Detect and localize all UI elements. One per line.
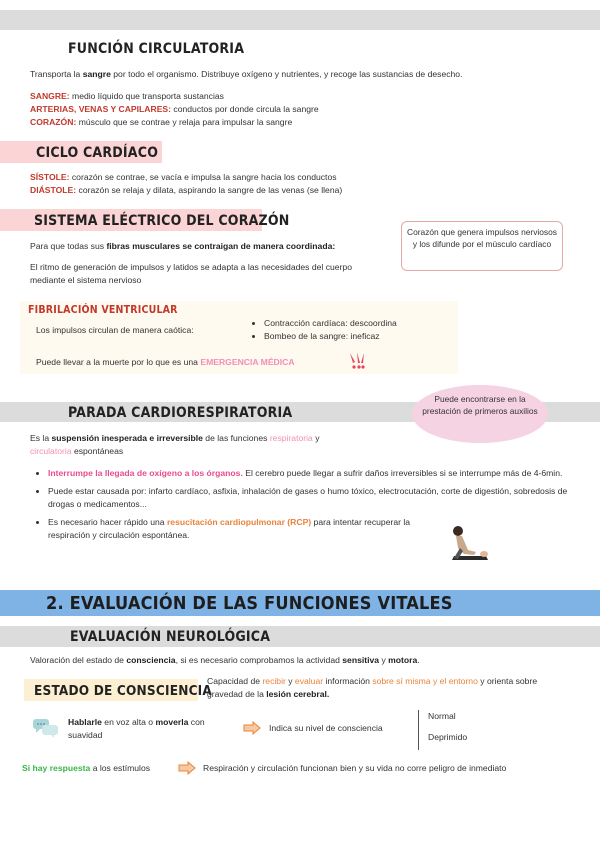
bullet-bombeo: • Bombeo de la sangre: ineficaz [264,330,452,343]
alert-icon [347,351,369,371]
sistema-side-note: Corazón que genera impulsos nerviosos y los difunde por el músculo cardíaco [401,221,563,271]
cpr-illustration-icon [446,524,492,564]
neuro-line: Valoración del estado de consciencia, si es necesario comprobamos la actividad sensitiva y motora. [30,655,420,665]
def-corazon: CORAZÓN: músculo que se contrae y relaja para impulsar la sangre [30,117,293,127]
section2-title: 2. EVALUACIÓN DE LAS FUNCIONES VITALES [46,593,453,614]
def-diastole: DIÁSTOLE: corazón se relaja y dilata, aspirando la sangre de las venas (se llena) [30,185,343,195]
respuesta-text: Si hay respuesta a los estímulos [22,763,151,773]
sistema-line: Para que todas sus fibras musculares se contraigan de manera coordinada: [30,241,336,251]
estado-desc: Capacidad de recibir y evaluar información sobre sí misma y el entorno y orienta sobre gravedad de la lesión cerebral. [207,676,538,699]
def-sistole: SÍSTOLE: corazón se contrae, se vacía e impulsa la sangre hacia los conductos [30,172,337,182]
funcion-title: FUNCIÓN CIRCULATORIA [68,41,245,57]
def-arterias: ARTERIAS, VENAS Y CAPILARES: conductos por donde circula la sangre [30,104,319,114]
bullet-interrumpe: • Interrumpe la llegada de oxígeno a los órganos. El cerebro puede llegar a sufrir daños irreversibles si se interrumpe más de 4-6min. [48,467,576,480]
option-normal: Normal [428,711,456,721]
ciclo-title: CICLO CARDÍACO [36,145,159,161]
sistema-title: SISTEMA ELÉCTRICO DEL CORAZÓN [34,213,290,229]
fibrilacion-death: Puede llevar a la muerte por lo que es una EMERGENCIA MÉDICA [36,357,295,367]
estado-title: ESTADO DE CONSCIENCIA [34,683,212,699]
fibrilacion-bullets [252,317,452,343]
funcion-defs [30,90,570,129]
parada-bubble: Puede encontrarse en la prestación de primeros auxilios [412,385,548,443]
fibrilacion-left: Los impulsos circulan de manera caótica: [36,325,194,335]
def-sangre: SANGRE: medio líquido que transporta sustancias [30,91,224,101]
indica-text: Indica su nivel de consciencia [269,723,383,733]
top-band [0,10,600,30]
parada-title: PARADA CARDIORESPIRATORIA [68,405,293,421]
hablarle-text: Hablarle en voz alta o moverla con suavidad [68,717,205,740]
funcion-intro: Transporta la sangre por todo el organismo. Distribuye oxígeno y nutrientes, y recoge las sustancias de desecho. [30,69,463,79]
parada-intro: Es la suspensión inesperada e irreversible de las funciones respiratoria y circulatoria espontáneas [30,433,320,456]
bullet-contraccion: • Contracción cardíaca: descoordina [264,317,452,330]
options-brace [418,710,423,750]
arrow-right-icon [243,721,261,735]
sistema-orange-text: El ritmo de generación de impulsos y latidos se adapta a las necesidades del cuerpo mediante el sistema nervioso [30,262,352,285]
speech-bubbles-icon [32,717,60,739]
option-deprimido: Deprimido [428,732,468,742]
arrow-right-icon-2 [178,761,196,775]
bullet-causas: • Puede estar causada por: infarto cardíaco, asfixia, inhalación de gases o humo tóxico, electrocutación, corte de digestión, sobredosis de drogas o medicamentos... [48,485,576,511]
parada-bullets [36,467,576,547]
fibrilacion-title: FIBRILACIÓN VENTRICULAR [28,304,178,316]
ciclo-defs [30,171,570,197]
respuesta-result: Respiración y circulación funcionan bien y su vida no corre peligro de inmediato [203,763,507,773]
bullet-rcp: • Es necesario hacer rápido una resucitación cardiopulmonar (RCP) para intentar recuperar la respiración y circulación espontánea. [48,516,428,542]
neuro-title: EVALUACIÓN NEUROLÓGICA [70,629,271,645]
